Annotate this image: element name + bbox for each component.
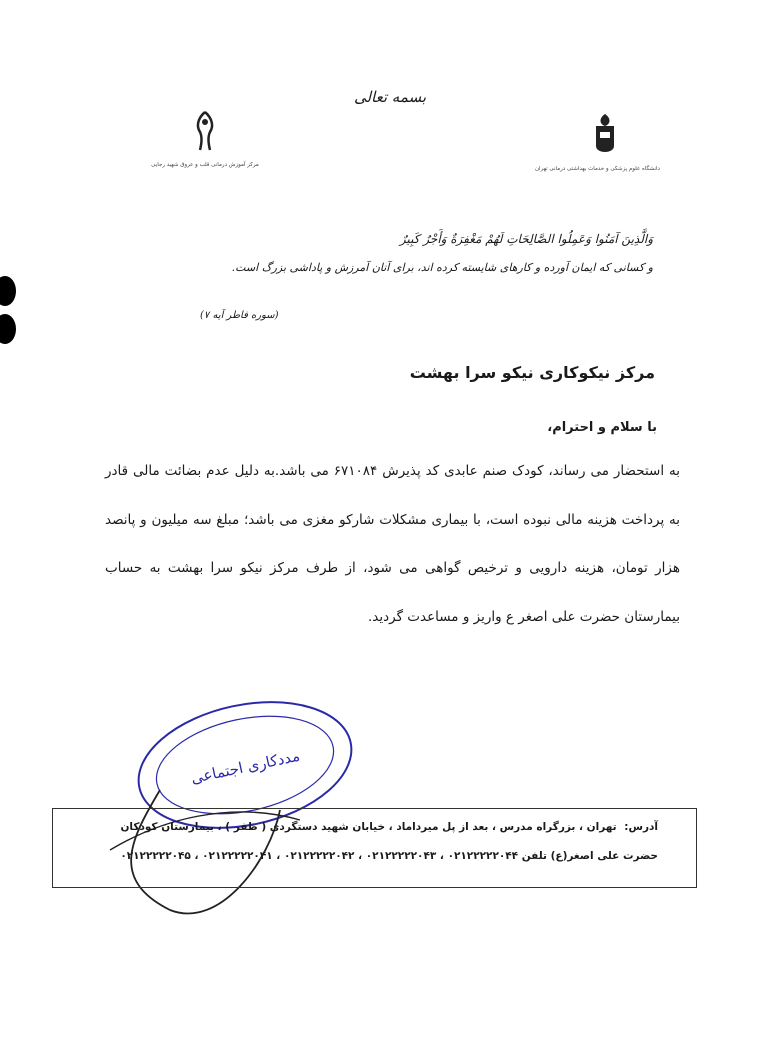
address-line-1	[120, 821, 658, 833]
address-street: تهران ، بزرگراه مدرس ، بعد از پل میرداماد ، خیابان شهید دستگردی ( ظفر ) ، بیمارستان کودکان	[120, 821, 617, 833]
stamp-text: مددکاری اجتماعی	[189, 746, 302, 788]
bismillah-heading: بسمه تعالی	[353, 88, 427, 106]
quran-verse-arabic: وَالَّذِينَ آمَنُوا وَعَمِلُوا الصَّالِحَاتِ لَهُمْ مَغْفِرَةٌ وَأَجْرٌ كَبِيرٌ	[399, 232, 653, 246]
punch-hole	[0, 314, 16, 344]
logo-right	[535, 112, 660, 172]
logo-left	[140, 110, 270, 168]
verse-reference: (سوره فاطر آیه ۷)	[200, 310, 279, 321]
university-logo-icon	[590, 112, 620, 158]
greeting: با سلام و احترام،	[547, 420, 657, 435]
heart-center-logo-icon	[192, 110, 218, 154]
logo-right-caption: دانشگاه علوم پزشکی و خدمات بهداشتی درمانی تهران	[535, 166, 660, 172]
address-line-2: حضرت علی اصغر(ع) تلفن ۰۲۱۲۲۲۲۲۰۴۴ ، ۰۲۱۲۲۲۲۲۰۴۳ ، ۰۲۱۲۲۲۲۲۰۴۲ ، ۰۲۱۲۲۲۲۲۰۴۱ ، ۰۲۱۲۲۲۲۲۰۴۵	[120, 850, 658, 862]
addressee-title: مرکز نیکوکاری نیکو سرا بهشت	[409, 363, 655, 382]
letter-body: به استحضار می رساند، کودک صنم عابدی کد پذیرش ۶۷۱۰۸۴ می باشد.به دلیل عدم بضائت مالی قادر به پرداخت هزینه مالی نبوده است، با بیماری مشکلات شارکو مغزی می باشد؛ مبلغ سه میلیون و پانصد هزار تومان، هزینه دارویی و ترخیص گواهی می شود، از طرف مرکز نیکو سرا بهشت به حساب بیمارستان حضرت علی اصغر ع واریز و مساعدت گردید.	[105, 463, 680, 625]
quran-verse-translation: و کسانی که ایمان آورده و کارهای شایسته کرده اند، برای آنان آمرزش و پاداشی بزرگ است.	[231, 261, 653, 274]
punch-hole	[0, 276, 16, 306]
address-label: آدرس:	[624, 821, 658, 833]
logo-left-caption: مرکز آموزش درمانی قلب و عروق شهید رجایی	[151, 162, 259, 168]
address-box	[52, 808, 697, 888]
